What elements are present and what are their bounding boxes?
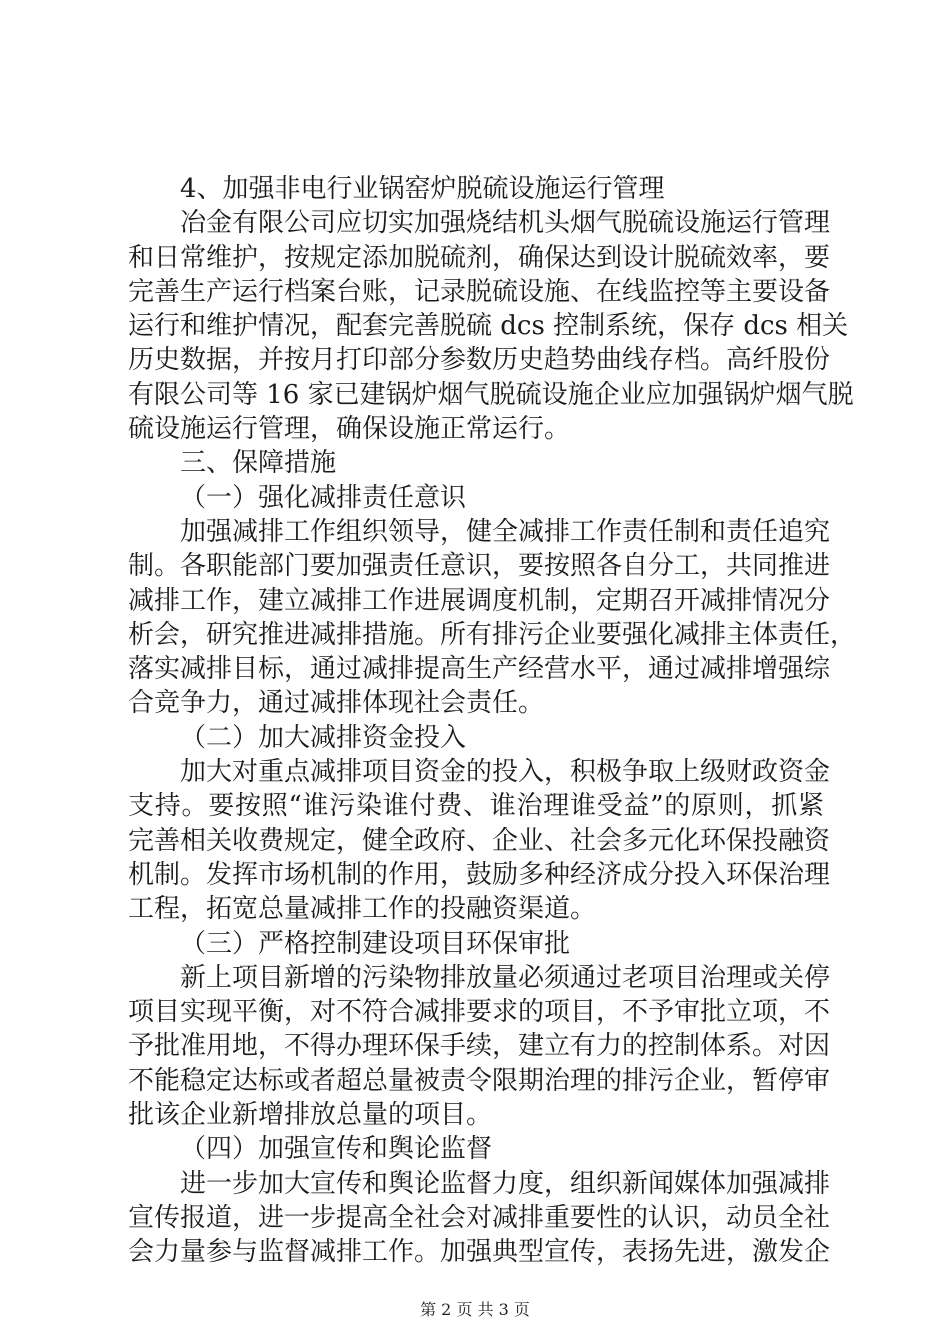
section-heading: 4、加强非电行业锅窑炉脱硫设施运行管理 <box>180 174 665 204</box>
paragraph-line: 冶金有限公司应切实加强烧结机头烟气脱硫设施运行管理 <box>180 208 831 239</box>
paragraph-line: 新上项目新增的污染物排放量必须通过老项目治理或关停 <box>180 962 831 993</box>
paragraph-line: 进一步加大宣传和舆论监督力度，组织新闻媒体加强减排 <box>180 1168 831 1199</box>
paragraph-line: 不能稳定达标或者超总量被责令限期治理的排污企业，暂停审 <box>128 1065 831 1096</box>
paragraph-line: 予批准用地，不得办理环保手续，建立有力的控制体系。对因 <box>128 1031 831 1062</box>
paragraph-line: 批该企业新增排放总量的项目。 <box>128 1100 493 1131</box>
paragraph-line: 完善相关收费规定，健全政府、企业、社会多元化环保投融资 <box>128 825 831 856</box>
paragraph-line: 会力量参与监督减排工作。加强典型宣传，表扬先进，激发企 <box>128 1237 831 1268</box>
paragraph-line: 机制。发挥市场机制的作用，鼓励多种经济成分投入环保治理 <box>128 859 831 890</box>
paragraph-line: 历史数据，并按月打印部分参数历史趋势曲线存档。高纤股份 <box>128 345 831 376</box>
paragraph-line: 运行和维护情况，配套完善脱硫 dcs 控制系统，保存 dcs 相关 <box>128 311 849 342</box>
paragraph-line: 工程，拓宽总量减排工作的投融资渠道。 <box>128 894 597 925</box>
paragraph-line: 加强减排工作组织领导，健全减排工作责任制和责任追究 <box>180 516 831 547</box>
paragraph-line: 支持。要按照“谁污染谁付费、谁治理谁受益”的原则，抓紧 <box>128 791 824 822</box>
paragraph-line: 宣传报道，进一步提高全社会对减排重要性的认识，动员全社 <box>128 1202 831 1233</box>
paragraph-line: 有限公司等 16 家已建锅炉烟气脱硫设施企业应加强锅炉烟气脱 <box>128 379 854 410</box>
paragraph-line: 析会，研究推进减排措施。所有排污企业要强化减排主体责任， <box>128 619 857 650</box>
paragraph-line: 和日常维护，按规定添加脱硫剂，确保达到设计脱硫效率，要 <box>128 242 831 273</box>
section-heading: 三、保障措施 <box>180 448 337 479</box>
paragraph-line: 减排工作，建立减排工作进展调度机制，定期召开减排情况分 <box>128 585 831 616</box>
subsection-heading: （三）严格控制建设项目环保审批 <box>180 928 571 959</box>
paragraph-line: 合竞争力，通过减排体现社会责任。 <box>128 688 545 719</box>
page-number-footer: 第 2 页 共 3 页 <box>420 1300 530 1319</box>
paragraph-line: 制。各职能部门要加强责任意识，要按照各自分工，共同推进 <box>128 551 831 582</box>
paragraph-line: 落实减排目标，通过减排提高生产经营水平，通过减排增强综 <box>128 654 831 685</box>
subsection-heading: （一）强化减排责任意识 <box>180 482 467 513</box>
document-body <box>128 172 857 1270</box>
subsection-heading: （二）加大减排资金投入 <box>180 722 467 753</box>
paragraph-line: 硫设施运行管理，确保设施正常运行。 <box>128 414 571 445</box>
paragraph-line: 项目实现平衡，对不符合减排要求的项目，不予审批立项，不 <box>128 997 831 1028</box>
paragraph-line: 完善生产运行档案台账，记录脱硫设施、在线监控等主要设备 <box>128 276 831 307</box>
subsection-heading: （四）加强宣传和舆论监督 <box>180 1134 493 1165</box>
paragraph-line: 加大对重点减排项目资金的投入，积极争取上级财政资金 <box>180 757 831 788</box>
